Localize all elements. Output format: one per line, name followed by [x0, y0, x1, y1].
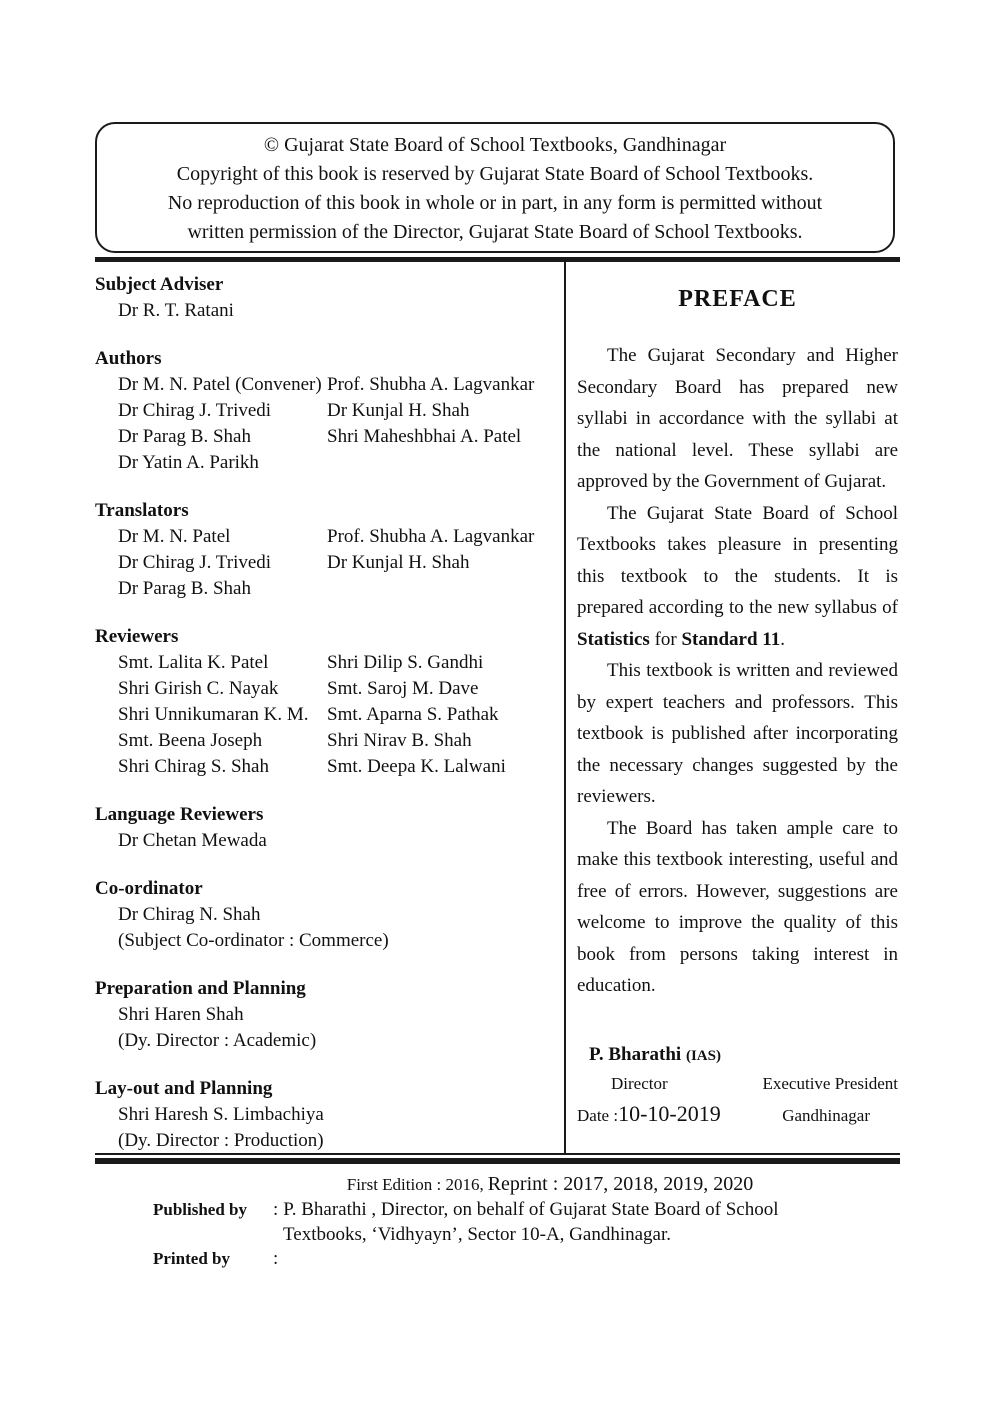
credit-row [95, 928, 557, 954]
credit-name-col2 [327, 928, 557, 954]
credit-name-col2: Smt. Aparna S. Pathak [327, 704, 499, 725]
published-by-label: Published by [153, 1200, 248, 1219]
credit-row [95, 1002, 557, 1028]
preface-paragraph-2-mid: for [649, 628, 682, 650]
preface-paragraph-2-end: . [780, 628, 785, 650]
credit-section-heading: Language Reviewers [95, 804, 264, 825]
credit-name-col1: (Subject Co-ordinator : Commerce) [118, 930, 389, 951]
copyright-line-2: Copyright of this book is reserved by Gujarat State Board of School Textbooks. [176, 163, 814, 185]
credit-row [95, 650, 557, 676]
signature-date-row [577, 1099, 898, 1131]
credit-name-col2: Shri Maheshbhai A. Patel [327, 426, 522, 447]
credit-name-col1: Smt. Beena Joseph [118, 730, 263, 751]
published-by-row [95, 1198, 955, 1223]
published-by-colon: : [273, 1199, 279, 1220]
credit-section [95, 272, 557, 324]
credit-name-col2: Smt. Saroj M. Dave [327, 678, 479, 699]
credit-section-heading: Preparation and Planning [95, 978, 306, 999]
credit-name-col1: Dr Chirag N. Shah [118, 904, 261, 925]
copyright-line-1: © Gujarat State Board of School Textbooks, Gandhinagar [263, 134, 727, 156]
credit-name-col2 [327, 1128, 557, 1154]
copyright-line-4: written permission of the Director, Gujarat State Board of School Textbooks. [187, 221, 803, 243]
preface-paragraph-4: The Board has taken ample care to make this textbook interesting, useful and free of errors. However, suggestions are welcome to improve the quality of this book from persons taking interest in education. [577, 817, 898, 996]
preface-paragraph-2-text: The Gujarat State Board of School Textbooks takes pleasure in presenting this textbook to the students. It is prepared according to the new syllabus of [577, 502, 898, 618]
credit-row [95, 298, 557, 324]
credit-name-col2: Dr Kunjal H. Shah [327, 552, 470, 573]
copyright-line-3: No reproduction of this book in whole or in part, in any form is permitted without [167, 192, 823, 214]
preface-title: PREFACE [678, 286, 797, 312]
credit-name-col1: Dr M. N. Patel (Convener) [118, 374, 322, 395]
credit-name-col1: (Dy. Director : Academic) [118, 1030, 317, 1051]
signatory-name-text: P. Bharathi [589, 1044, 682, 1065]
credit-name-col2: Prof. Shubha A. Lagvankar [327, 526, 535, 547]
edition-line [95, 1172, 955, 1198]
credit-name-col1: Shri Girish C. Nayak [118, 678, 279, 699]
date-field [577, 1099, 721, 1131]
credit-section [95, 498, 557, 602]
column-divider-rule [564, 262, 566, 1153]
credit-section-heading: Authors [95, 348, 162, 369]
publication-footer [95, 1172, 955, 1272]
credit-row [95, 524, 557, 550]
credit-section [95, 624, 557, 780]
credit-name-col1: Shri Haren Shah [118, 1004, 244, 1025]
credit-section-heading: Lay-out and Planning [95, 1078, 273, 1099]
credit-row [95, 1128, 557, 1154]
credit-name-col1: Dr Parag B. Shah [118, 426, 251, 447]
preface-subject-bold: Statistics [577, 628, 650, 650]
credit-name-col1: (Dy. Director : Production) [118, 1130, 324, 1151]
first-edition-text: First Edition : 2016, [346, 1175, 484, 1194]
credit-name-col1: Dr Chirag J. Trivedi [118, 552, 272, 573]
signature-block [577, 1042, 898, 1131]
credit-row [95, 676, 557, 702]
credit-row [95, 902, 557, 928]
credit-name-col1: Smt. Lalita K. Patel [118, 652, 269, 673]
credit-row [95, 754, 557, 780]
credit-section [95, 876, 557, 954]
credit-name-col2: Smt. Deepa K. Lalwani [327, 756, 506, 777]
credit-section-heading: Translators [95, 500, 189, 521]
reprint-years-text: Reprint : 2017, 2018, 2019, 2020 [487, 1173, 754, 1195]
credit-name-col1: Shri Unnikumaran K. M. [118, 704, 309, 725]
credit-section [95, 1076, 557, 1154]
preface-paragraph-1: The Gujarat Secondary and Higher Secondary Board has prepared new syllabi in accordance with the syllabi at the national level. These syllabi are approved by the Government of Gujarat. [577, 345, 898, 492]
credit-name-col2 [327, 1002, 557, 1028]
credit-name-col1: Dr Parag B. Shah [118, 578, 251, 599]
place-label: Gandhinagar [782, 1106, 870, 1125]
preface-paragraph-2 [577, 498, 898, 656]
date-label: Date : [577, 1106, 619, 1125]
credit-name-col2 [327, 450, 557, 476]
credit-row [95, 424, 557, 450]
credit-name-col1: Dr M. N. Patel [118, 526, 231, 547]
credit-section [95, 976, 557, 1054]
credit-row [95, 728, 557, 754]
credit-row [95, 398, 557, 424]
credit-row [95, 372, 557, 398]
credits-column [95, 272, 557, 1154]
preface-paragraph-3: This textbook is written and reviewed by expert teachers and professors. This textbook is published after incorporating the necessary changes suggested by the reviewers. [577, 660, 898, 807]
credit-section-heading: Co-ordinator [95, 878, 203, 899]
credit-name-col2 [327, 828, 557, 854]
credit-row [95, 702, 557, 728]
signatory-name-suffix: (IAS) [685, 1048, 721, 1064]
credit-name-col2: Shri Dilip S. Gandhi [327, 652, 484, 673]
preface-column [577, 276, 898, 1166]
credit-name-col1: Dr R. T. Ratani [118, 300, 234, 321]
credit-name-col2: Shri Nirav B. Shah [327, 730, 472, 751]
credit-row [95, 828, 557, 854]
credit-section-heading: Reviewers [95, 626, 179, 647]
preface-standard-bold: Standard 11 [681, 628, 781, 650]
printed-by-row [95, 1247, 955, 1272]
credit-row [95, 550, 557, 576]
signature-roles-row [577, 1069, 898, 1099]
credit-name-col2 [327, 576, 557, 602]
credit-name-col2: Prof. Shubha A. Lagvankar [327, 374, 535, 395]
top-horizontal-rule [95, 257, 900, 262]
credit-section [95, 802, 557, 854]
credit-name-col2 [327, 1028, 557, 1054]
credit-row [95, 450, 557, 476]
published-by-text-line1: P. Bharathi , Director, on behalf of Gujarat State Board of School [283, 1199, 779, 1220]
credit-row [95, 1102, 557, 1128]
credit-name-col1: Shri Chirag S. Shah [118, 756, 269, 777]
published-by-text-line2: Textbooks, ‘Vidhyayn’, Sector 10-A, Gandhinagar. [283, 1224, 671, 1245]
date-value: 10-10-2019 [618, 1101, 721, 1126]
credit-name-col1: Shri Haresh S. Limbachiya [118, 1104, 324, 1125]
credit-name-col1: Dr Yatin A. Parikh [118, 452, 259, 473]
executive-president-label: Executive President [762, 1074, 898, 1093]
printed-by-colon: : [273, 1248, 279, 1269]
copyright-box [95, 122, 895, 253]
credit-name-col2 [327, 298, 557, 324]
credit-section [95, 346, 557, 476]
director-label: Director [611, 1074, 668, 1093]
credit-name-col2 [327, 902, 557, 928]
credit-section-heading: Subject Adviser [95, 274, 224, 295]
credit-name-col1: Dr Chirag J. Trivedi [118, 400, 272, 421]
credit-row [95, 1028, 557, 1054]
credit-name-col2: Dr Kunjal H. Shah [327, 400, 470, 421]
signatory-name [577, 1042, 898, 1069]
credit-row [95, 576, 557, 602]
printed-by-label: Printed by [153, 1249, 230, 1268]
credit-name-col1: Dr Chetan Mewada [118, 830, 267, 851]
credit-name-col2 [327, 1102, 557, 1128]
